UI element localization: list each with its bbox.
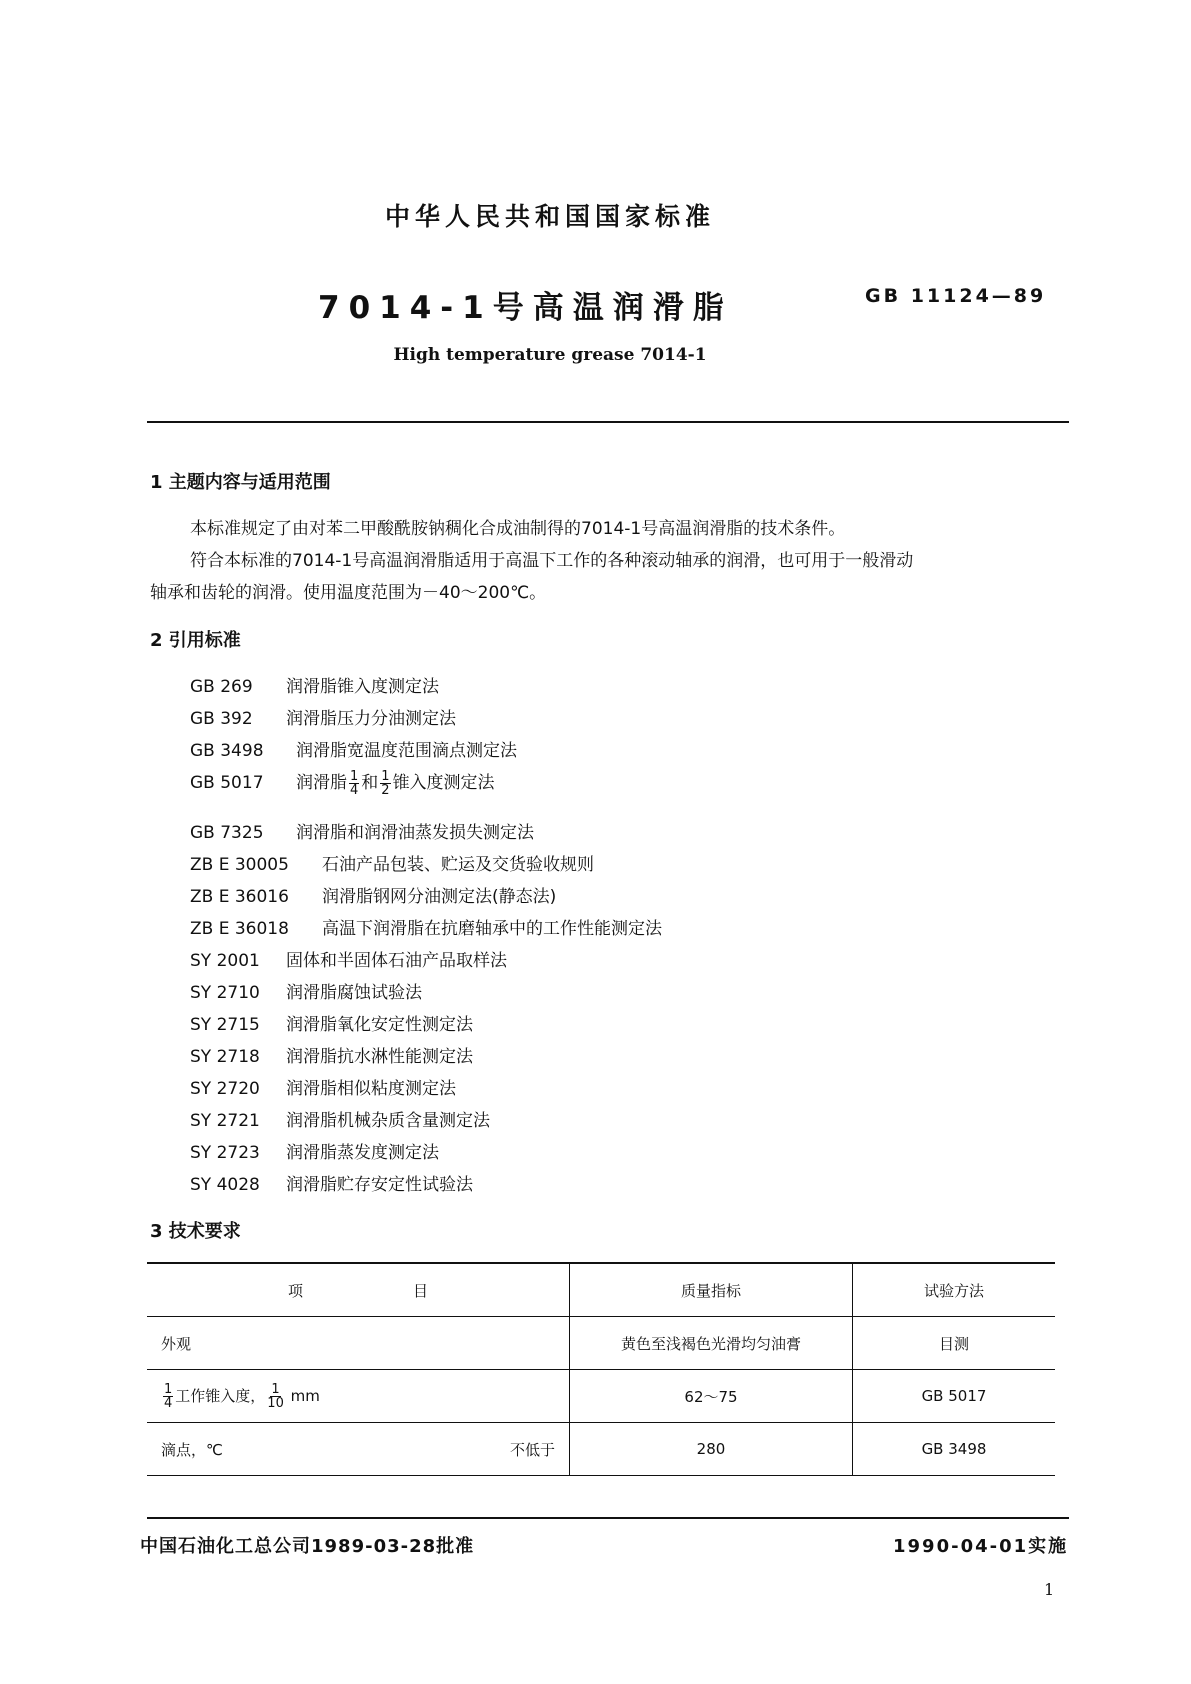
row-value: 62～75 [570, 1370, 853, 1423]
fraction-one-tenth: $\frac{1}{10}$ [267, 1381, 284, 1411]
reference-title: 润滑脂相似粘度测定法 [286, 1079, 456, 1099]
reference-title-part: 润滑脂 [296, 773, 347, 793]
reference-item [190, 768, 495, 797]
reference-title: 润滑脂腐蚀试验法 [286, 983, 422, 1003]
reference-item [190, 1170, 473, 1195]
row-method: 目测 [853, 1317, 1056, 1370]
fraction-one-quarter: $\frac{1}{4}$ [350, 768, 359, 798]
standard-number: GB 11124—89 [865, 285, 1047, 307]
reference-title: 润滑脂贮存安定性试验法 [286, 1175, 473, 1195]
reference-title: 润滑脂锥入度测定法 [286, 677, 439, 697]
bottom-rule [147, 1517, 1069, 1519]
effective-date: 1990-04-01实施 [893, 1536, 1069, 1557]
reference-code: SY 2718 [190, 1047, 260, 1067]
page-number: 1 [1044, 1580, 1055, 1599]
reference-code: GB 3498 [190, 741, 264, 761]
reference-code: ZB E 36016 [190, 887, 289, 907]
reference-title: 石油产品包装、贮运及交货验收规则 [322, 855, 594, 875]
reference-title: 润滑脂压力分油测定法 [286, 709, 456, 729]
reference-item [190, 1138, 439, 1163]
section-1-paragraph-2-line-1: 符合本标准的7014-1号高温润滑脂适用于高温下工作的各种滚动轴承的润滑，也可用于一般滑动 [190, 551, 914, 571]
row-value: 280 [570, 1423, 853, 1476]
reference-title: 润滑脂氧化安定性测定法 [286, 1015, 473, 1035]
reference-code: ZB E 36018 [190, 919, 289, 939]
reference-item [190, 672, 439, 697]
section-1-paragraph-1: 本标准规定了由对苯二甲酸酰胺钠稠化合成油制得的7014-1号高温润滑脂的技术条件。 [190, 519, 846, 539]
section-1-heading: 1 主题内容与适用范围 [150, 472, 331, 493]
section-1-paragraph-2-line-2: 轴承和齿轮的润滑。使用温度范围为－40～200℃。 [150, 583, 547, 603]
fraction-one-half: $\frac{1}{2}$ [381, 768, 390, 798]
reference-item [190, 1106, 490, 1131]
reference-code: SY 2710 [190, 983, 260, 1003]
document-title: 7014-1号高温润滑脂 [318, 290, 733, 326]
reference-code: SY 2001 [190, 951, 260, 971]
table-header-row [147, 1263, 1055, 1317]
reference-item [190, 1042, 473, 1067]
reference-code: SY 2720 [190, 1079, 260, 1099]
reference-title: 润滑脂抗水淋性能测定法 [286, 1047, 473, 1067]
fraction-one-quarter: $\frac{1}{4}$ [164, 1381, 173, 1411]
reference-code: GB 269 [190, 677, 253, 697]
reference-code: GB 392 [190, 709, 253, 729]
reference-title: 固体和半固体石油产品取样法 [286, 951, 507, 971]
reference-item [190, 914, 662, 939]
table-row [147, 1370, 1055, 1423]
technical-requirements-table [147, 1262, 1055, 1476]
reference-code: SY 2721 [190, 1111, 260, 1131]
row-method: GB 5017 [853, 1370, 1056, 1423]
header-quality: 质量指标 [570, 1263, 853, 1317]
reference-item [190, 704, 456, 729]
reference-code: SY 2715 [190, 1015, 260, 1035]
row-item: 外观 [147, 1317, 570, 1370]
english-title: High temperature grease 7014-1 [393, 345, 707, 365]
reference-item [190, 978, 422, 1003]
table-row [147, 1317, 1055, 1370]
top-rule [147, 421, 1069, 423]
row-method: GB 3498 [853, 1423, 1056, 1476]
reference-title-part: 锥入度测定法 [392, 773, 495, 793]
reference-code: GB 5017 [190, 773, 264, 793]
reference-item [190, 946, 507, 971]
row-item: 滴点，℃ 不低于 [147, 1423, 570, 1476]
reference-code: GB 7325 [190, 823, 264, 843]
reference-title: 润滑脂宽温度范围滴点测定法 [296, 741, 517, 761]
reference-item [190, 818, 534, 843]
table-row [147, 1423, 1055, 1476]
header-item: 项 目 [147, 1263, 570, 1317]
reference-item [190, 736, 517, 761]
reference-title: 润滑脂钢网分油测定法(静态法) [322, 887, 557, 907]
header-method: 试验方法 [853, 1263, 1056, 1317]
reference-title-part: 和 [361, 773, 379, 793]
section-2-heading: 2 引用标准 [150, 630, 241, 651]
approval-note: 中国石油化工总公司1989-03-28批准 [140, 1536, 475, 1557]
reference-title: 润滑脂机械杂质含量测定法 [286, 1111, 490, 1131]
reference-code: SY 4028 [190, 1175, 260, 1195]
section-3-heading: 3 技术要求 [150, 1221, 241, 1242]
reference-title: 润滑脂蒸发度测定法 [286, 1143, 439, 1163]
row-qualifier: 不低于 [509, 1440, 555, 1459]
row-item: $\frac{1}{4}$ 工作锥入度， $\frac{1}{10}$ mm [147, 1370, 570, 1423]
reference-title: 润滑脂和润滑油蒸发损失测定法 [296, 823, 534, 843]
row-value: 黄色至浅褐色光滑均匀油膏 [570, 1317, 853, 1370]
reference-code: ZB E 30005 [190, 855, 289, 875]
reference-code: SY 2723 [190, 1143, 260, 1163]
reference-item [190, 882, 556, 907]
standard-title: 中华人民共和国国家标准 [384, 202, 715, 231]
reference-item [190, 1010, 473, 1035]
reference-item [190, 1074, 456, 1099]
reference-title: 高温下润滑脂在抗磨轴承中的工作性能测定法 [322, 919, 662, 939]
reference-item [190, 850, 594, 875]
